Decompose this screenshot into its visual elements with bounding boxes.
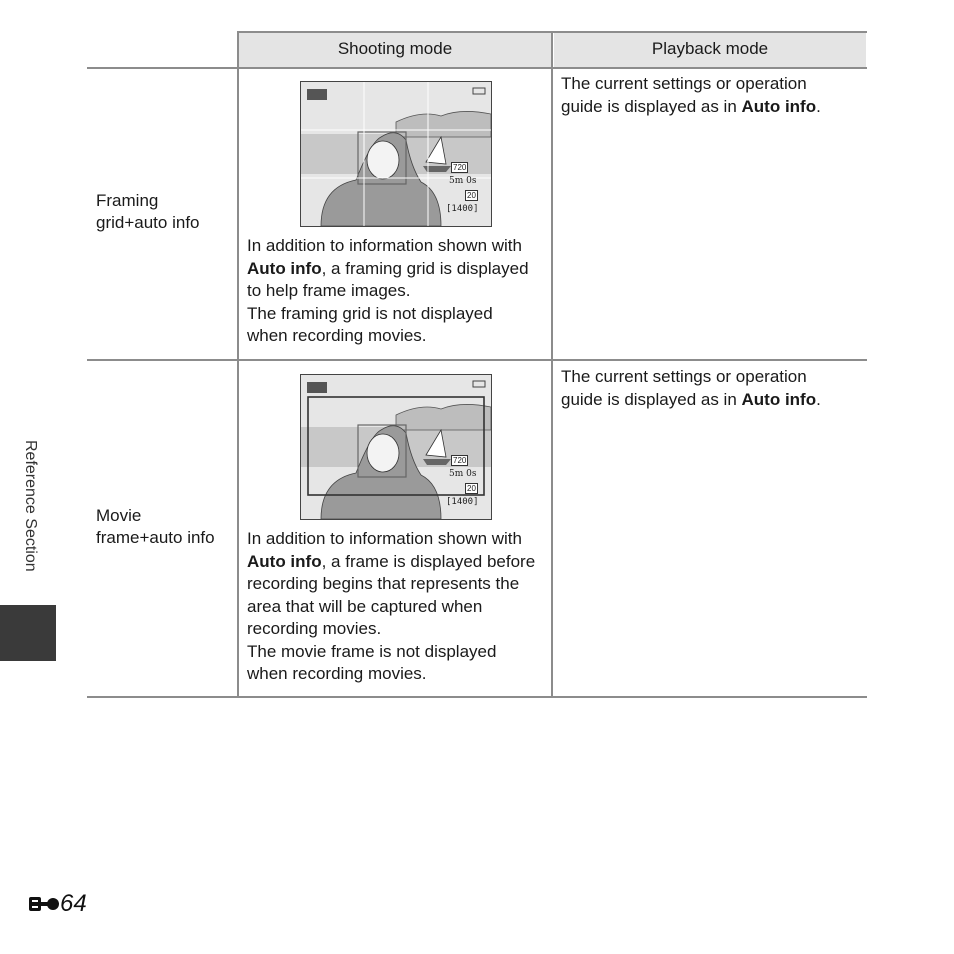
movie-size-indicator: 720 <box>453 163 467 172</box>
page-number: 64 <box>28 890 87 918</box>
header-shooting-mode: Shooting mode <box>239 31 551 67</box>
table-rule-2 <box>87 359 867 361</box>
movie-size-indicator: 720 <box>453 456 467 465</box>
section-side-tab <box>0 605 56 661</box>
row-label-framing-grid: Framing grid+auto info <box>96 191 200 232</box>
shots-remaining-indicator: [1400] <box>446 204 479 214</box>
table-rule-1 <box>87 67 867 69</box>
description-movie-frame-shooting: In addition to information shown with Auto info, a frame is displayed before recording begins that represents the area that will be captured when recording movies. The movie frame is not displayed when recording movies. <box>247 529 536 683</box>
image-size-indicator: 20 <box>467 191 476 200</box>
table-rule-3 <box>87 696 867 698</box>
table-col-divider-1 <box>237 31 239 698</box>
camera-screen-movie-frame <box>300 374 492 520</box>
shots-remaining-indicator: [1400] <box>446 497 479 507</box>
section-side-label: Reference Section <box>22 440 39 572</box>
remaining-time-indicator: 5m 0s <box>449 469 477 479</box>
description-framing-grid-playback: The current settings or operation guide is displayed as in Auto info. <box>561 74 821 116</box>
image-size-indicator: 20 <box>467 484 476 493</box>
reference-section-icon <box>28 894 60 914</box>
header-playback-mode: Playback mode <box>554 31 866 67</box>
table-col-divider-2 <box>551 31 553 698</box>
remaining-time-indicator: 5m 0s <box>449 176 477 186</box>
description-framing-grid-shooting: In addition to information shown with Auto info, a framing grid is displayed to help frame images. The framing grid is not displayed when recording movies. <box>247 236 529 345</box>
camera-screen-framing-grid <box>300 81 492 227</box>
row-label-movie-frame: Movie frame+auto info <box>96 506 215 547</box>
table-rule-top-header <box>239 31 867 33</box>
description-movie-frame-playback: The current settings or operation guide is displayed as in Auto info. <box>561 367 821 409</box>
